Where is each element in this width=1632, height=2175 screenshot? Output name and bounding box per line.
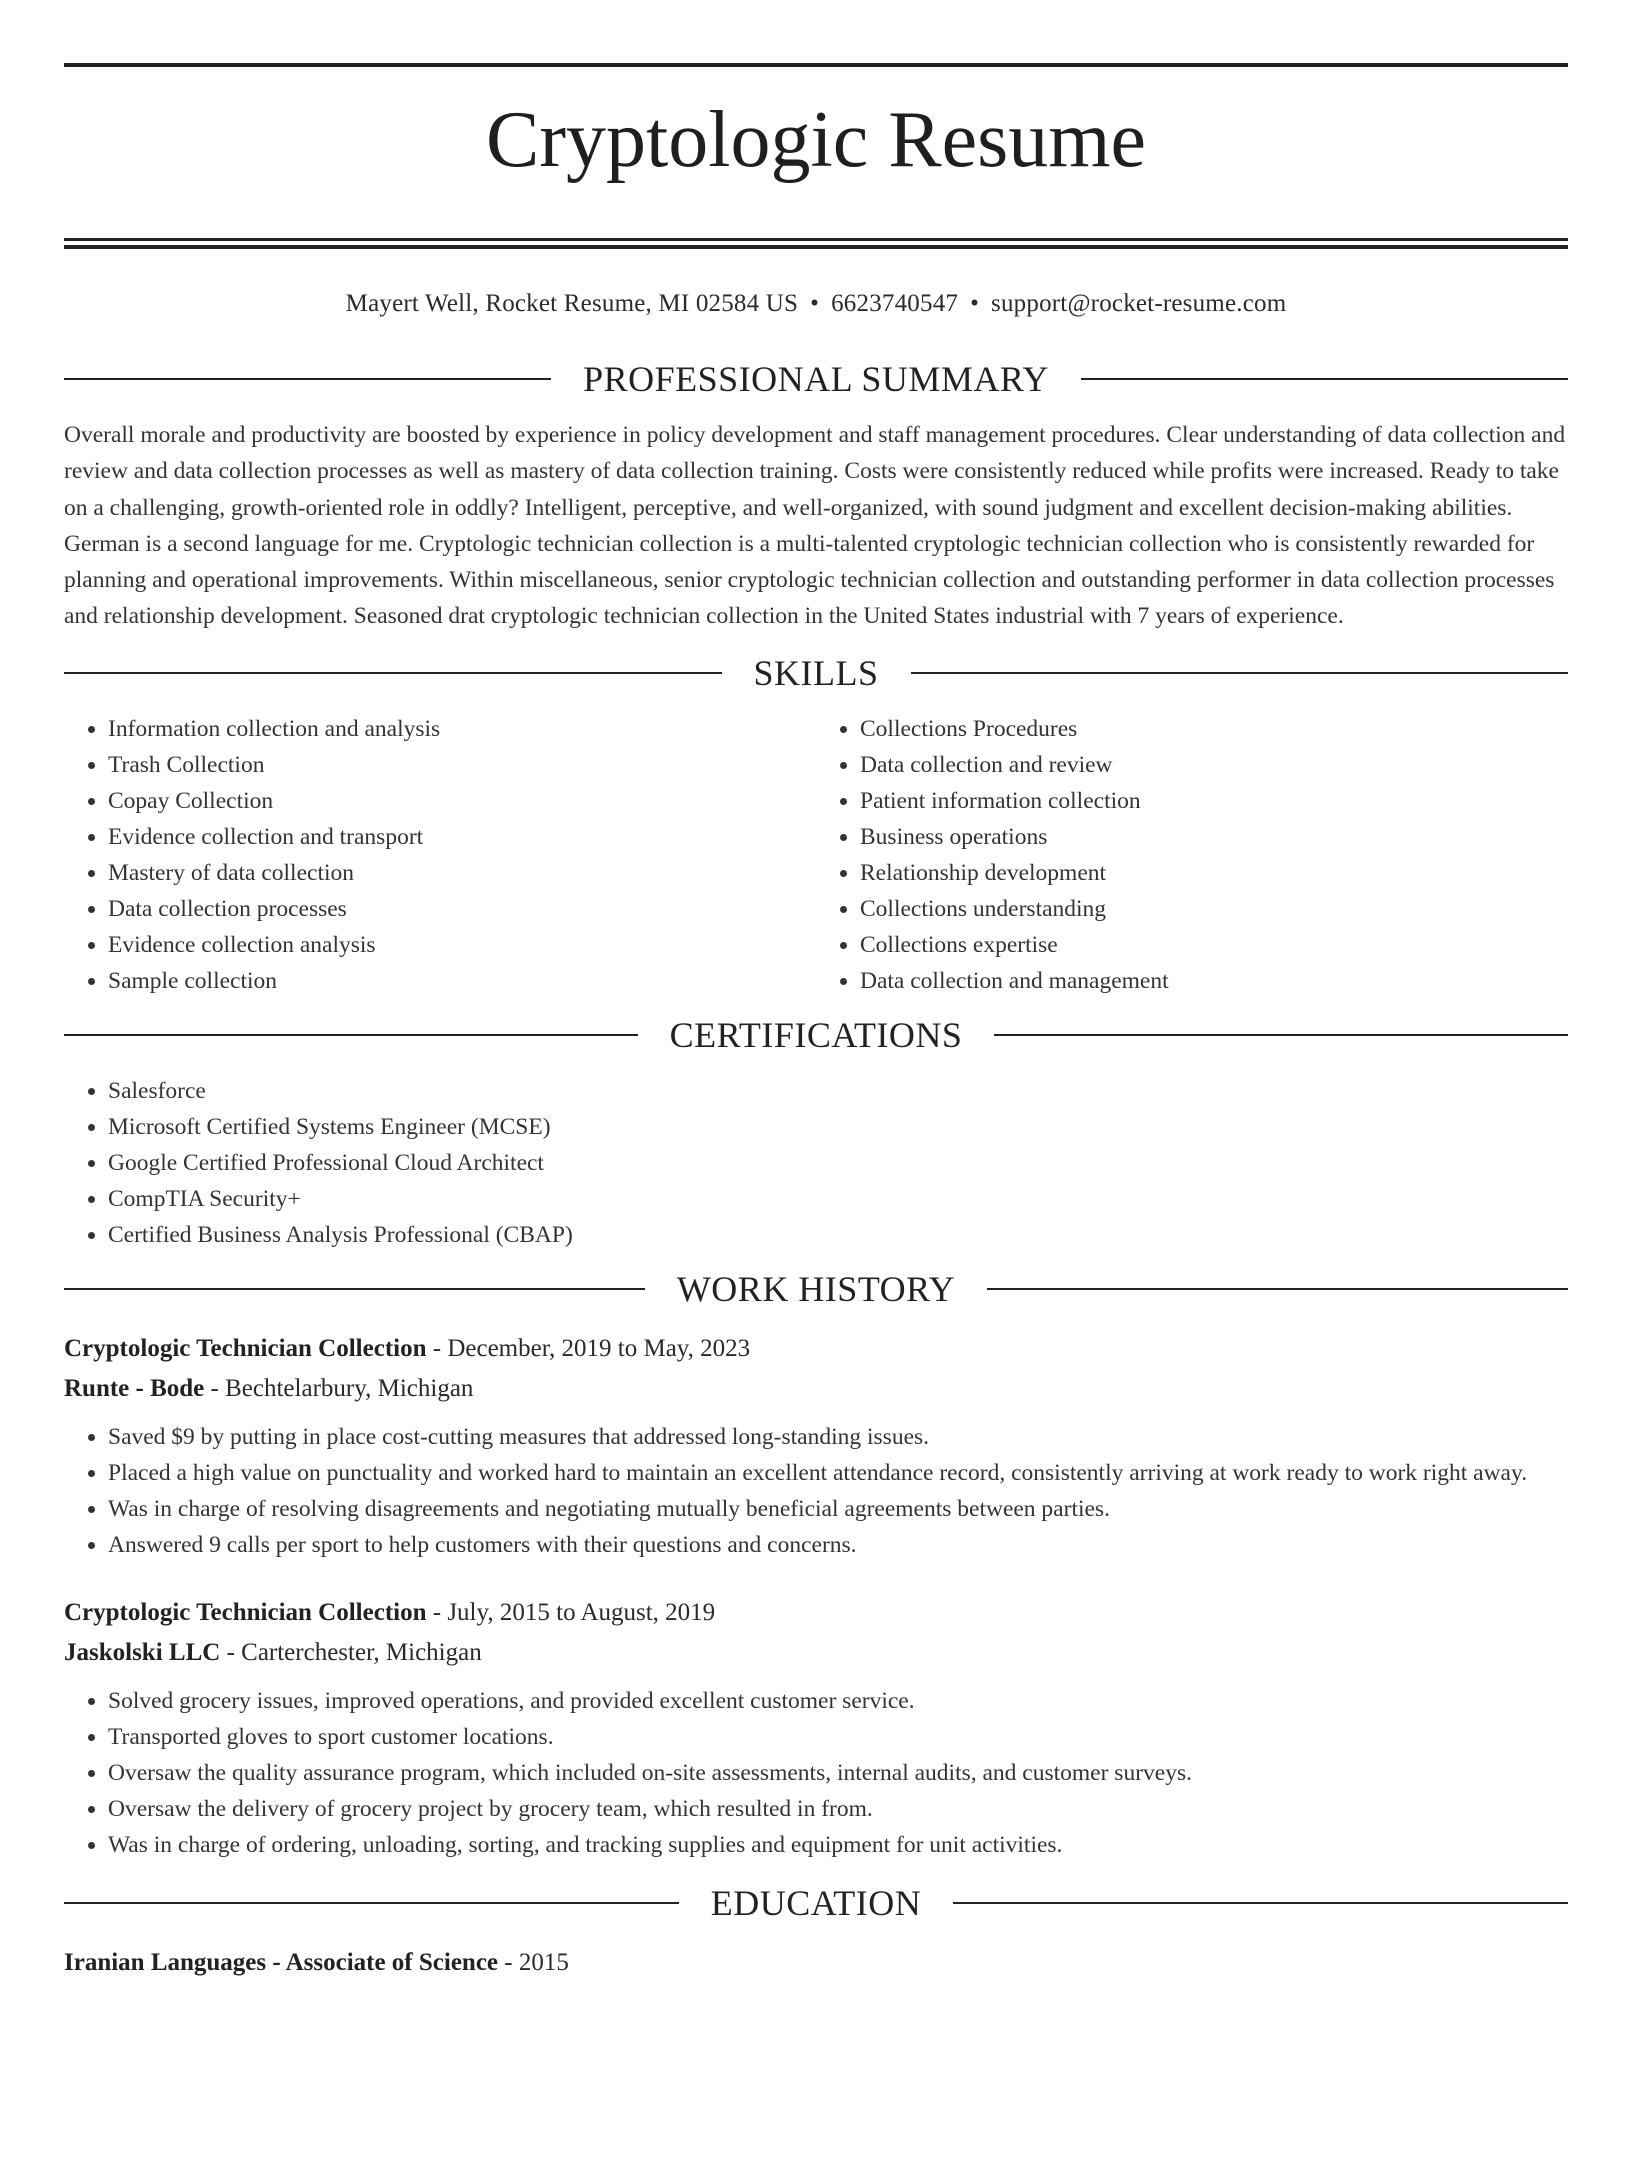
skill-item: • Collections expertise (860, 927, 1568, 963)
job-company: Runte - Bode (64, 1374, 205, 1402)
skills-column-right (816, 711, 1568, 999)
contact-phone: 6623740547 (831, 290, 959, 317)
job-bullet: • Placed a high value on punctuality and worked hard to maintain an excellent attendance record, consistently arriving at work ready to work right away. (108, 1455, 1568, 1491)
education-year: - 2015 (498, 1948, 569, 1976)
job-bullet: • Oversaw the delivery of grocery project by grocery team, which resulted in from. (108, 1791, 1568, 1827)
summary-text: Overall morale and productivity are boosted by experience in policy development and staff management procedures. Clear understanding of data collection and review and data collection processes as well as mastery of data collection training. Costs were consistently reduced while profits were increased. Ready to take on a challenging, growth-oriented role in oddly? Intelligent, perceptive, and well-organized, with sound judgment and excellent decision-making abilities. German is a second language for me. Cryptologic technician collection is a multi-talented cryptologic technician collection who is consistently rewarded for planning and operational improvements. Within miscellaneous, senior cryptologic technician collection and outstanding performer in data collection processes and relationship development. Seasoned drat cryptologic technician collection in the United States industrial with 7 years of experience. (64, 422, 1566, 630)
skill-item: • Data collection and review (860, 747, 1568, 783)
contact-email: support@rocket-resume.com (991, 290, 1287, 317)
job-location: - Carterchester, Michigan (220, 1638, 482, 1666)
contact-separator: • (810, 290, 820, 317)
section-rule-left (64, 1034, 638, 1036)
job-company: Jaskolski LLC (64, 1638, 221, 1666)
job-bullets (64, 1419, 1568, 1563)
work-section-title: WORK HISTORY (676, 1268, 956, 1309)
skills-columns (64, 711, 1568, 999)
certifications-section-title: CERTIFICATIONS (669, 1014, 963, 1055)
job-bullets (64, 1683, 1568, 1863)
section-rule-left (64, 672, 722, 674)
skills-list-left (64, 711, 816, 999)
job-bullet: • Was in charge of resolving disagreements and negotiating mutually beneficial agreements between parties. (108, 1491, 1568, 1527)
section-rule-right (953, 1902, 1568, 1904)
job-bullet: • Saved $9 by putting in place cost-cutting measures that addressed long-standing issues. (108, 1419, 1568, 1455)
job-role: Cryptologic Technician Collection (64, 1598, 427, 1626)
skill-item: • Evidence collection analysis (108, 927, 816, 963)
contact-separator: • (970, 290, 980, 317)
job-bullet: • Solved grocery issues, improved operations, and provided excellent customer service. (108, 1683, 1568, 1719)
certification-item: • Microsoft Certified Systems Engineer (MCSE) (108, 1109, 1568, 1145)
section-rule-left (64, 1902, 679, 1904)
contact-address: Mayert Well, Rocket Resume, MI 02584 US (345, 290, 799, 317)
skills-section-header (64, 651, 1568, 695)
skill-item: • Mastery of data collection (108, 855, 816, 891)
resume-title: Cryptologic Resume (486, 96, 1146, 184)
certification-item: • Google Certified Professional Cloud Architect (108, 1145, 1568, 1181)
skill-item: • Patient information collection (860, 783, 1568, 819)
education-section-title: EDUCATION (710, 1882, 922, 1923)
section-rule-right (987, 1288, 1568, 1290)
skill-item: • Sample collection (108, 963, 816, 999)
skill-item: • Data collection processes (108, 891, 816, 927)
job-bullet: • Transported gloves to sport customer locations. (108, 1719, 1568, 1755)
certification-item: • Certified Business Analysis Professional (CBAP) (108, 1217, 1568, 1253)
certifications-list (64, 1073, 1568, 1253)
certifications-section-header (64, 1013, 1568, 1057)
education-section-header (64, 1881, 1568, 1925)
resume-page (0, 63, 1632, 2175)
skill-item: • Copay Collection (108, 783, 816, 819)
skill-item: • Information collection and analysis (108, 711, 816, 747)
skill-item: • Business operations (860, 819, 1568, 855)
job-bullet: • Answered 9 calls per sport to help customers with their questions and concerns. (108, 1527, 1568, 1563)
education-entry (64, 1943, 1568, 1983)
job-title-line (64, 1329, 1568, 1369)
job-entry (64, 1593, 1568, 1863)
section-rule-right (911, 672, 1569, 674)
job-entry (64, 1329, 1568, 1563)
top-rule (64, 63, 1568, 67)
skills-column-left (64, 711, 816, 999)
work-section-header (64, 1267, 1568, 1311)
section-rule-left (64, 378, 551, 380)
skill-item: • Data collection and management (860, 963, 1568, 999)
contact-line (64, 287, 1568, 321)
job-bullet: • Oversaw the quality assurance program, which included on-site assessments, internal audits, and customer surveys. (108, 1755, 1568, 1791)
education-degree: Iranian Languages - Associate of Science (64, 1948, 499, 1976)
skill-item: • Trash Collection (108, 747, 816, 783)
skill-item: • Collections Procedures (860, 711, 1568, 747)
title-double-rule (64, 238, 1568, 249)
job-title-line (64, 1593, 1568, 1633)
certification-item: • CompTIA Security+ (108, 1181, 1568, 1217)
section-rule-right (994, 1034, 1568, 1036)
job-location: - Bechtelarbury, Michigan (204, 1374, 474, 1402)
skill-item: • Collections understanding (860, 891, 1568, 927)
job-dates: - July, 2015 to August, 2019 (426, 1598, 716, 1626)
summary-section-header (64, 357, 1568, 401)
job-bullet: • Was in charge of ordering, unloading, sorting, and tracking supplies and equipment for unit activities. (108, 1827, 1568, 1863)
skill-item: • Evidence collection and transport (108, 819, 816, 855)
summary-section-title: PROFESSIONAL SUMMARY (583, 359, 1049, 399)
section-rule-right (1081, 378, 1568, 380)
skill-item: • Relationship development (860, 855, 1568, 891)
section-rule-left (64, 1288, 645, 1290)
skills-list-right (816, 711, 1568, 999)
job-company-line (64, 1633, 1568, 1673)
job-role: Cryptologic Technician Collection (64, 1334, 427, 1362)
certification-item: • Salesforce (108, 1073, 1568, 1109)
job-dates: - December, 2019 to May, 2023 (426, 1334, 751, 1362)
job-company-line (64, 1369, 1568, 1409)
skills-section-title: SKILLS (753, 652, 879, 693)
